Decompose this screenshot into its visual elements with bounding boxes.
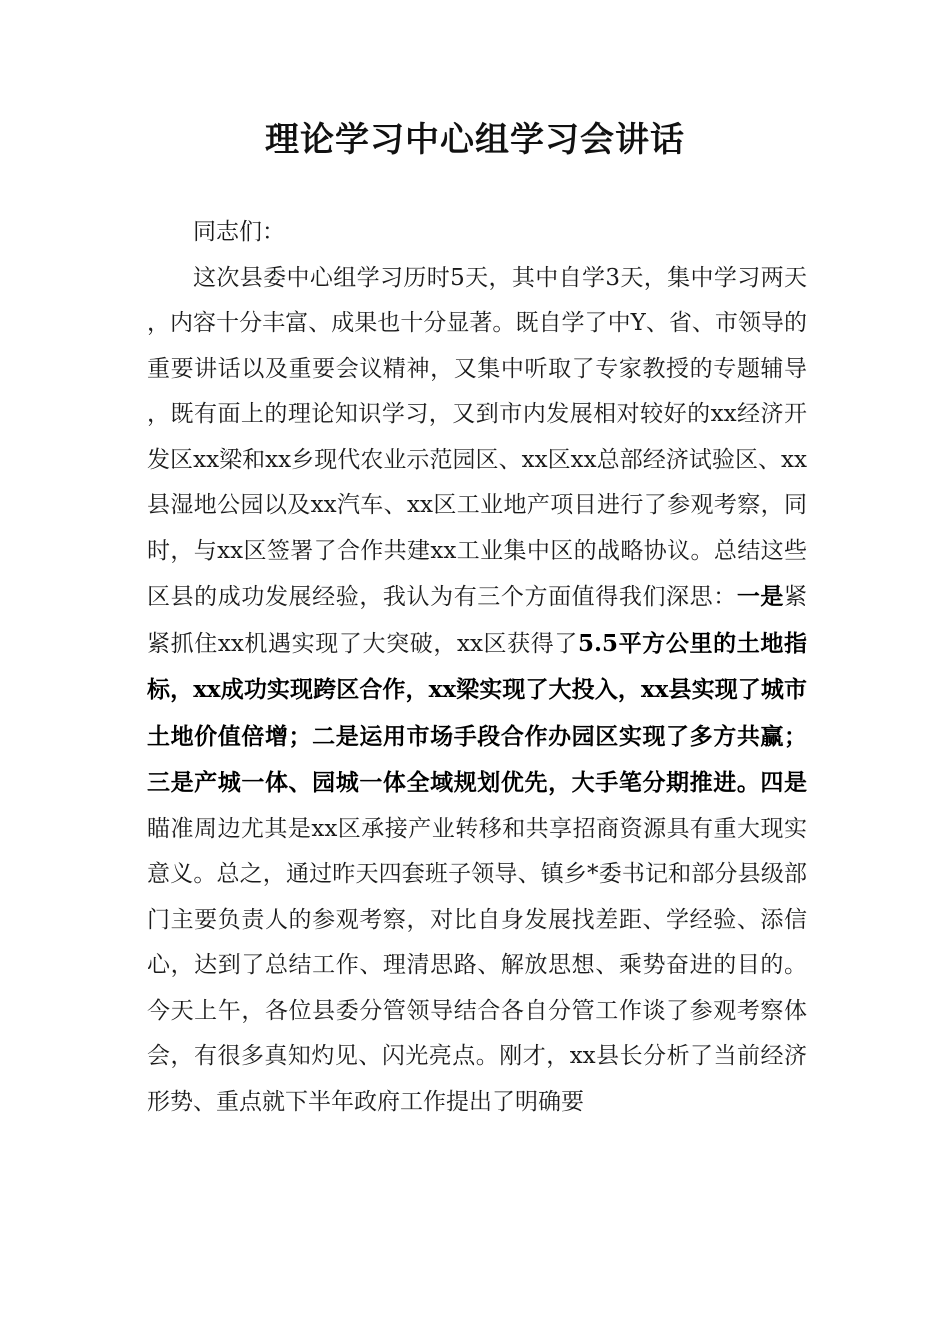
paragraph-text-3: 瞄准周边尤其是xx区承接产业转移和共享招商资源具有重大现实意义。总之，通过昨天四套班子领导、镇乡*委书记和部分县级部门主要负责人的参观考察，对比自身发展找差距、学经验、添信心，达到了总结工作、理清思路、解放思想、乘势奋进的目的。今天上午，各位县委分管领导结合各自分管工作谈了参观考察体会，有很多真知灼见、闪光亮点。刚才，xx县长分析了当前经济形势、重点就下半年政府工作提出了明确要 — [147, 815, 807, 1115]
paragraph-text-1: 这次县委中心组学习历时5天，其中自学3天，集中学习两天，内容十分丰富、成果也十分显著。既自学了中Y、省、市领导的重要讲话以及重要会议精神，又集中听取了专家教授的专题辅导，既有面上的理论知识学习，又到市内发展相对较好的xx经济开发区xx梁和xx乡现代农业示范园区、xx区xx总部经济试验区、xx县湿地公园以及xx汽车、xx区工业地产项目进行了参观考察，同时，与xx区签署了合作共建xx工业集中区的战略协议。总结这些区县的成功发展经验，我认为有三个方面值得我们深思： — [147, 264, 807, 610]
emphasis-text-2: 5.5平方公里的土地指标，xx成功实现跨区合作，xx梁实现了大投入，xx县实现了城市土地价值倍增；二是运用市场手段合作办园区实现了多方共赢；三是产城一体、园城一体全域规划优先，大手笔分期推进。四是 — [147, 629, 807, 796]
document-title: 理论学习中心组学习会讲话 — [265, 120, 685, 160]
salutation: 同志们： — [193, 219, 285, 245]
paragraph-main — [147, 256, 807, 1126]
emphasis-text-1: 一是 — [736, 583, 785, 610]
paragraph-text-2: 紧紧抓住xx机遇实现了大突破，xx区获得了 — [147, 584, 808, 657]
document-body — [147, 210, 807, 1125]
